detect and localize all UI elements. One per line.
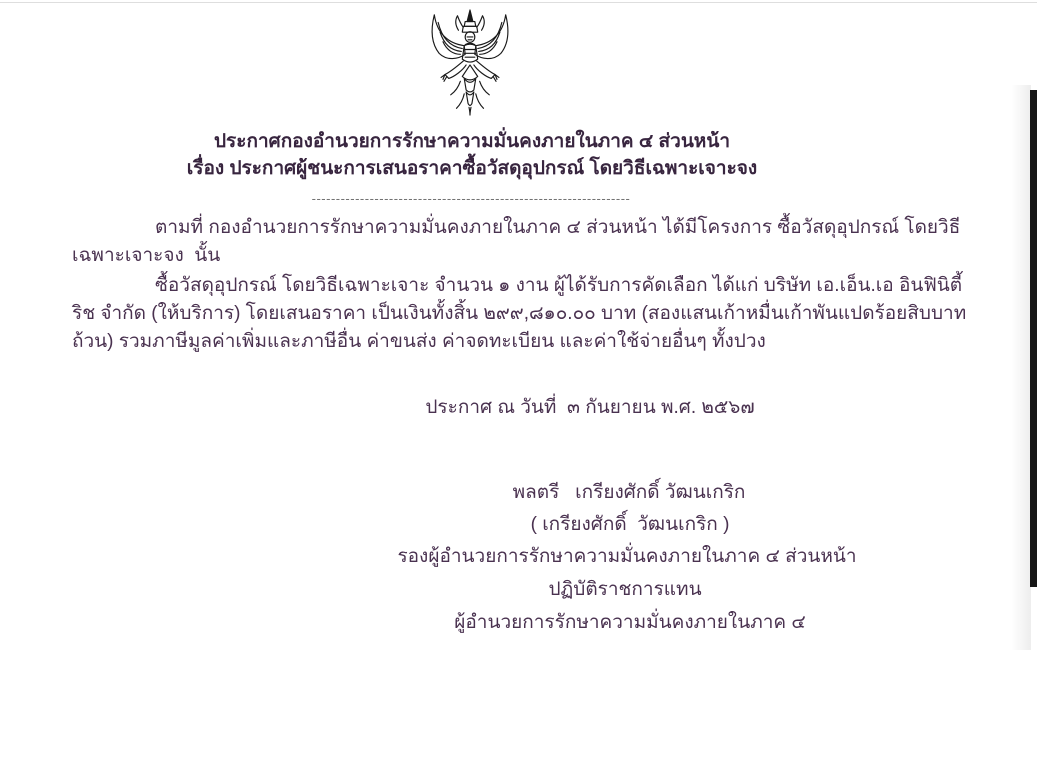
signatory-rank-name: พลตรี เกรียงศักดิ์ วัฒนเกริก	[512, 482, 746, 503]
page-top-border	[0, 2, 1037, 3]
signatory-position-line2: ปฏิบัติราชการแทน	[548, 579, 702, 600]
paragraph1-line1: ตามที่ กองอำนวยการรักษาความมั่นคงภายในภาค ๔ ส่วนหน้า ได้มีโครงการ ซื้อวัสดุอุปกรณ์ โดยวิธี	[155, 217, 961, 238]
signatory-position-line3: ผู้อำนวยการรักษาความมั่นคงภายในภาค ๔	[454, 612, 806, 633]
page-edge-shadow	[1011, 85, 1031, 650]
signatory-position-line1: รองผู้อำนวยการรักษาความมั่นคงภายในภาค ๔ ส่วนหน้า	[397, 546, 857, 567]
document-subject: เรื่อง ประกาศผู้ชนะการเสนอราคาซื้อวัสดุอุปกรณ์ โดยวิธีเฉพาะเจาะจง	[186, 158, 758, 179]
document-title: ประกาศกองอำนวยการรักษาความมั่นคงภายในภาค ๔ ส่วนหน้า	[214, 131, 730, 152]
paragraph2-line2: ริช จำกัด (ให้บริการ) โดยเสนอราคา เป็นเงินทั้งสิ้น ๒๙๙,๘๑๐.๐๐ บาท (สองแสนเก้าหมื่นเก้าพันแปดร้อยสิบบาท	[72, 303, 967, 324]
vertical-scrollbar-thumb[interactable]	[1030, 90, 1037, 587]
garuda-emblem-icon	[420, 9, 520, 117]
paragraph2-line1: ซื้อวัสดุอุปกรณ์ โดยวิธีเฉพาะเจาะ จำนวน ๑ งาน ผู้ได้รับการคัดเลือก ได้แก่ บริษัท เอ.เอ็น.เอ อินฟินิตี้	[155, 275, 963, 296]
separator-line: ------------------------------------------------------------------	[311, 191, 631, 206]
signatory-name-parenthesis: ( เกรียงศักดิ์ วัฒนเกริก )	[530, 514, 730, 535]
paragraph2-line3: ถ้วน) รวมภาษีมูลค่าเพิ่มและภาษีอื่น ค่าขนส่ง ค่าจดทะเบียน และค่าใช้จ่ายอื่นๆ ทั้งปวง	[72, 331, 766, 352]
announcement-date: ประกาศ ณ วันที่ ๓ กันยายน พ.ศ. ๒๕๖๗	[425, 397, 755, 418]
paragraph1-line2: เฉพาะเจาะจง นั้น	[72, 245, 221, 266]
